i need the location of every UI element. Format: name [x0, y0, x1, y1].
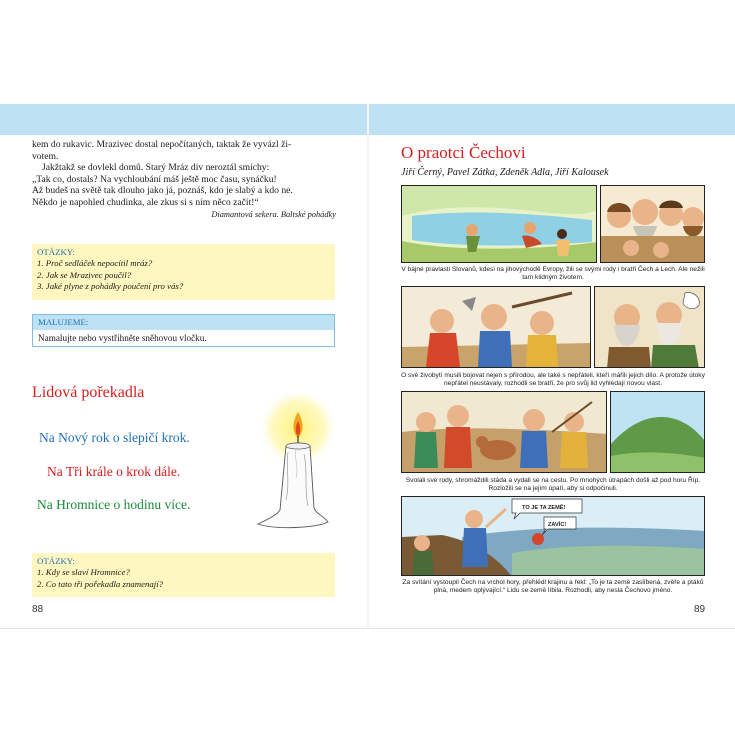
- comic-panel-journey: [401, 391, 607, 473]
- authors: Jiří Černý, Pavel Zátka, Zdeněk Adla, Jiří Kalousek: [401, 167, 609, 178]
- story-line: „Tak co, dostals? Na vychloubání máš ještě moc času, synáčku!: [32, 173, 277, 185]
- story-line: Jakžtakž se dovlekl domů. Starý Mráz div neroztál smíchy:: [42, 162, 270, 174]
- story-text: [32, 139, 336, 220]
- proverbs-title: Lidová pořekadla: [32, 384, 145, 401]
- book-gutter: [367, 104, 369, 629]
- comic-caption: V bájné pravlasti Slovanů, kdesi na jihovýchodě Evropy, žili se svými rody i bratři Čech a Lech. Ale nežili tam klidným životem.: [401, 266, 705, 281]
- question-item: 2. Co tato tři pořekadla znamenají?: [37, 578, 164, 589]
- story-line: Až budeš na světě tak dlouho jako já, poznáš, kdo je slabý a kdo ne.: [32, 185, 293, 197]
- comic-caption: Svolali své rody, shromáždili stáda a vydali se na cestu. Po mnohých útrapách došli až pod horu Říp. Rozložili se na jejím úpatí, aby si odpočinuli.: [405, 477, 701, 492]
- page-number-right: 89: [694, 604, 706, 615]
- proverb-line: Na Nový rok o slepičí krok.: [39, 430, 190, 445]
- question-item: 2. Jak se Mrazivec poučil?: [37, 269, 132, 280]
- page-number-left: 88: [32, 604, 44, 615]
- story-source: Diamantová sekera. Baltské pohádky: [211, 209, 336, 219]
- comic-caption: O své živobytí musili bojovat nejen s přírodou, ale také s nepřáteli, kteří mářili jejich dílo. A protože útoky nepřátel neustávaly, rozhodli se bratři, že pro svůj lid vyhledají novou vlast.: [401, 372, 705, 387]
- question-item: 1. Proč sedláček nepocítil mráz?: [37, 258, 153, 269]
- questions-heading: OTÁZKY:: [37, 556, 75, 566]
- comic-panel-family: [600, 185, 705, 263]
- speech-bubble-2: ZAVÍC!: [548, 522, 567, 528]
- proverb-line: Na Tři krále o krok dále.: [47, 464, 181, 479]
- question-item: 1. Kdy se slaví Hromnice?: [37, 567, 130, 578]
- story-line: Někdo je napohled chudinka, ale zkus si s ním něco začít!“: [32, 196, 259, 208]
- questions-heading: OTÁZKY:: [37, 247, 75, 257]
- speech-bubble-1: TO JE TA ZEMĚ!: [522, 505, 566, 511]
- story-title: O praotci Čechovi: [401, 143, 526, 162]
- question-item: 3. Jaké plyne z pohádky poučení pro vás?: [37, 281, 184, 292]
- painting-heading: MALUJEME:: [33, 315, 334, 330]
- proverb-line: Na Hromnice o hodinu více.: [37, 497, 191, 512]
- comic-caption: Za svítání vystoupil Čech na vrchol hory, přehlédl krajinu a řekl: „To je ta země zaslíbená, zvěře a ptáků plná, medem oplývající.“ Lidu se země líbila. Rozhodli, aby nesla Čechovo jméno.: [402, 579, 704, 594]
- painting-box: [32, 314, 335, 347]
- story-line: votem.: [32, 150, 59, 162]
- story-line: kem do rukavic. Mrazivec dostal nepočítaných, taktak že vyvázl ži-: [32, 139, 292, 150]
- bottom-rule: [0, 628, 735, 629]
- comic-panel-river: [401, 185, 597, 263]
- painting-text: Namalujte nebo vystřihněte sněhovou vločku.: [38, 333, 207, 343]
- comic-panel-elders: [594, 286, 705, 368]
- comic-panel-rip-hill: [610, 391, 705, 473]
- comic-panel-promised-land: [401, 496, 705, 576]
- comic-panel-fight: [401, 286, 591, 368]
- candle-illustration: [246, 388, 344, 536]
- questions-box-1: [32, 244, 335, 300]
- questions-box-2: [32, 553, 335, 597]
